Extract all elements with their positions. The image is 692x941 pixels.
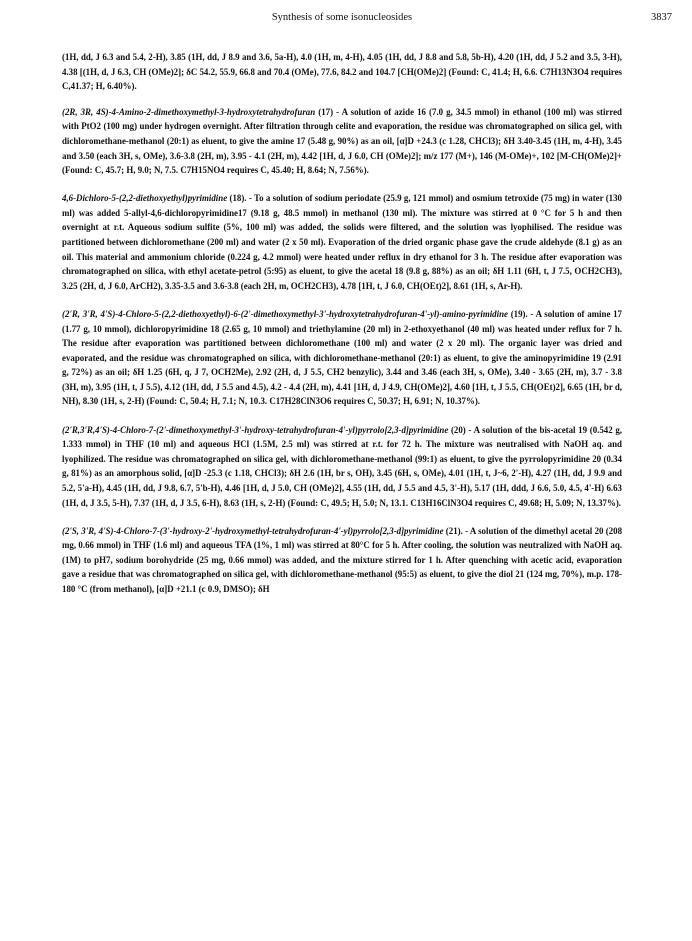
- compound-name: (2'R, 3'R, 4'S)-4-Chloro-5-(2,2-diethoxyethyl)-6-(2'-dimethoxymethyl-3'-hydroxytetrahydrofuran-4'-yl)-amino-pyrimidine: [62, 308, 508, 319]
- paragraph-text: (18). - To a solution of sodium periodate (25.9 g, 121 mmol) and osmium tetroxide (75 mg) in water (130 ml) was added 5-allyl-4,6-dichloropyrimidine17 (9.18 g, 48.5 mmol) in methanol (130 ml). The mixture was stirred at 0 °C for 5 h and then overnight at r.t. Aqueous sodium sulfite (5%, 100 ml) was added, the solids were filtered, and the solution was lyophilised. The residue was partitioned between dichloromethane (200 ml) and water (2 x 50 ml). Evaporation of the dried organic phase gave the crude aldehyde (8.1 g) as an oil. This material and ammonium chloride (0.224 g, 4.2 mmol) were heated under reflux in dry ethanol for 3 h. The residue after evaporation was chromatographed on silica, with ethyl acetate-petrol (5:95) as eluent, to give the acetal 18 (9.8 g, 88%) as an oil; δH 1.11 (6H, t, J 7.5, OCH2CH3), 3.25 (2H, d, J 6.0, ArCH2), 3.35-3.5 and 3.6-3.8 (each 2H, m, OCH2CH3), 4.78 [1H, t, J 6.0, CH(OEt)2], 8.61 (1H, s, Ar-H).: [62, 193, 622, 291]
- running-header: [62, 12, 672, 26]
- running-title: Synthesis of some isonucleosides: [271, 12, 413, 23]
- paragraph-text: (21). - A solution of the dimethyl acetal 20 (208 mg, 0.66 mmol) in THF (1.6 ml) and aqueous TFA (1%, 1 ml) was stirred at 80°C for 5 h. After cooling, the solution was neutralized with NaOH aq. (1M) to pH7, sodium borohydride (25 mg, 0.66 mmol) was added, and the mixture stirred for 1 h. After quenching with acetic acid, evaporation gave a residue that was chromatographed on silica gel, with dichloromethane-methanol (95:5) as eluent, to give the diol 21 (124 mg, 70%), m.p. 178-180 °C (from methanol), [α]D +21.1 (c 0.9, DMSO); δH: [62, 525, 623, 594]
- page-number: 3837: [651, 12, 672, 23]
- compound-name: (2'R,3'R,4'S)-4-Chloro-7-(2'-dimethoxymethyl-3'-hydroxy-tetrahydrofuran-4'-yl)pyrrolo[2,3-d]pyrimidine: [62, 424, 449, 435]
- paragraph-text: (20) - A solution of the bis-acetal 19 (0.542 g, 1.333 mmol) in THF (10 ml) and aqueous HCl (1.5M, 2.5 ml) was stirred at r.t. for 72 h. The mixture was neutralised with NaOH aq. and lyophilized. The residue was chromatographed on silica gel, with dichloromethane-methanol (99:1) as eluent, to give the pyrrolopyrimidine 20 (0.34 g, 81%) as an amorphous solid, [α]D -25.3 (c 1.18, CHCl3); δH 2.6 (1H, br s, OH), 3.45 (6H, s, OMe), 4.01 (1H, t, J~6, 2'-H), 4.27 (1H, dd, J 9.9 and 5.2, 5'a-H), 4.45 (1H, dd, J 9.8, 6.7, 5'b-H), 4.46 [1H, d, J 5.0, CH (OMe)2], 4.55 (1H, dd, J 5.5 and 4.5, 3'-H), 5.17 (1H, ddd, J 6.6, 5.0, 4.5, 4'-H) 6.63 (1H, d, J 3.5, 5-H), 7.37 (1H, d, J 3.5, 6-H), 8.63 (1H, s, 2-H) (Found: C, 49.5; H, 5.0; N, 13.1. C13H16ClN3O4 requires C, 49.68; H, 5.09; N, 13.37%).: [62, 424, 622, 508]
- paragraph-compound-21: [62, 524, 622, 597]
- experimental-text: [62, 50, 622, 610]
- paragraph-compound-19: [62, 307, 622, 409]
- compound-name: 4,6-Dichloro-5-(2,2-diethoxyethyl)pyrimidine: [62, 193, 228, 204]
- compound-name: (2R, 3R, 4S)-4-Amino-2-dimethoxymethyl-3-hydroxytetrahydrofuran: [62, 106, 316, 117]
- paragraph-compound-18: [62, 191, 622, 293]
- paragraph-text: (1H, dd, J 6.3 and 5.4, 2-H), 3.85 (1H, dd, J 8.9 and 3.6, 5a-H), 4.0 (1H, m, 4-H), 4.05 (1H, dd, J 8.8 and 5.8, 5b-H), 4.20 (1H, dd, J 5.2 and 3.5, 3-H), 4.38 [(1H, d, J 6.3, CH (OMe)2]; δC 54.2, 55.9, 66.8 and 70.4 (OMe), 77.6, 84.2 and 104.7 [CH(OMe)2] (Found: C, 41.4; H, 6.6. C7H13N3O4 requires C,41.37; H, 6.40%).: [62, 52, 622, 92]
- paragraph-compound-20: [62, 423, 622, 511]
- paragraph-text: (17) - A solution of azide 16 (7.0 g, 34.5 mmol) in ethanol (100 ml) was stirred with PtO2 (100 mg) under hydrogen overnight. After filtration through celite and evaporation, the residue was chromatographed on silica gel, with dichloromethane-methanol (20:1) as eluent, to give the amine 17 (5.48 g, 90%) as an oil, [α]D +24.3 (c 1.28, CHCl3); δH 3.40-3.45 (1H, m, 4-H), 3.45 and 3.50 (each 3H, s, OMe), 3.6-3.8 (2H, m), 3.95 - 4.1 (2H, m), 4.42 [1H, d, J 6.0, CH (OMe)2]; m/z 177 (M+), 146 (M-OMe)+, 102 [M-CH(OMe)2]+ (Found: C, 45.7; H, 9.0; N, 7.5. C7H15NO4 requires C, 45.40; H, 8.64; N, 7.56%).: [62, 106, 622, 176]
- paragraph-text: (19). - A solution of amine 17 (1.77 g, 10 mmol), dichloropyrimidine 18 (2.65 g, 10 mmol) and triethylamine (20 ml) in 2-ethoxyethanol (40 ml) was heated under reflux for 7 h. The residue after evaporation was partitioned between dichloromethane (100 ml) and water (2 x 20 ml). The organic layer was dried and evaporated, and the residue was chromatographed on silica, with dichloromethane-methanol (20:1) as eluent, to give the aminopyrimidine 19 (2.91 g, 72%) as an oil; δH 1.25 (6H, q, J 7, OCH2Me), 2.92 (2H, d, J 5.5, CH2 benzylic), 3.44 and 3.46 (each 3H, s, OMe), 3.40 - 3.65 (2H, m), 3.7 - 3.8 (3H, m), 3.95 (1H, t, J 5.5), 4.12 (1H, dd, J 5.5 and 4.5), 4.2 - 4.4 (2H, m), 4.41 [1H, d, J 4.9, CH(OMe)2], 4.60 [1H, t, J 5.5, CH(OEt)2], 6.65 (1H, br d, NH), 8.30 (1H, s, 2-H) (Found: C, 50.4; H, 7.1; N, 10.3. C17H28ClN3O6 requires C, 50.37; H, 6.91; N, 10.37%).: [62, 308, 622, 407]
- journal-page: [62, 0, 672, 941]
- paragraph-continuation: [62, 50, 622, 94]
- compound-name: (2'S, 3'R, 4'S)-4-Chloro-7-(3'-hydroxy-2'-hydroxymethyl-tetrahydrofuran-4'-yl)pyrrolo[2,3-d]pyrimidine: [62, 525, 444, 536]
- paragraph-compound-17: [62, 105, 622, 178]
